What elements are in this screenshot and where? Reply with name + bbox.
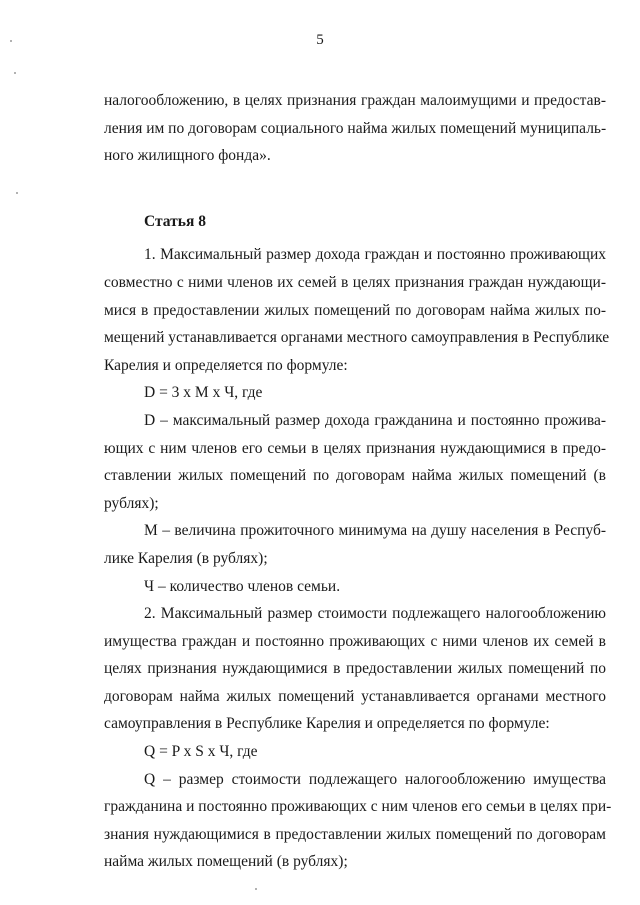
scan-speck (16, 192, 18, 194)
text-line: гражданина и постоянно проживающих с ним членов его семьи в целях при- (104, 798, 612, 816)
text-line: ного жилищного фонда». (104, 147, 271, 165)
text-line: ставлении жилых помещений по договорам найма жилых помещений (в (104, 467, 606, 485)
text-line: ления им по договорам социального найма жилых помещений муниципаль- (104, 119, 607, 137)
text-line: самоуправления в Республике Карелия и определяется по формуле: (104, 715, 550, 733)
formula-line: Q = P x S x Ч, где (144, 743, 258, 761)
text-line: ющих с ним членов его семьи в целях признания нуждающимися в предо- (104, 439, 606, 457)
document-body (104, 87, 612, 876)
text-line: договорам найма жилых помещений устанавливается органами местного (104, 687, 606, 705)
text-line: Карелия и определяется по формуле: (104, 356, 348, 374)
scan-speck (255, 888, 257, 890)
paragraph-start-line: Q – размер стоимости подлежащего налогообложению имущества (144, 770, 606, 788)
article-heading: Статья 8 (144, 212, 206, 230)
formula-line: D = 3 x M x Ч, где (144, 384, 263, 402)
paragraph-start-line: M – величина прожиточного минимума на душу населения в Респуб- (144, 522, 606, 540)
text-line: совместно с ними членов их семей в целях признания граждан нуждающи- (104, 273, 606, 291)
text-line: целях признания нуждающимися в предоставлении жилых помещений по (104, 660, 606, 678)
page-number: 5 (316, 32, 324, 48)
text-line: налогообложению, в целях признания граждан малоимущими и предостав- (104, 92, 606, 109)
text-line: мещений устанавливается органами местного самоуправления в Республике (104, 329, 610, 347)
text-line: лике Карелия (в рублях); (104, 549, 268, 567)
paragraph-start-line: D – максимальный размер дохода гражданина и постоянно прожива- (144, 411, 606, 429)
scan-speck (14, 72, 16, 74)
text-line: имущества граждан и постоянно проживающих с ними членов их семей в (104, 632, 606, 650)
text-line: найма жилых помещений (в рублях); (104, 853, 348, 871)
text-line: мися в предоставлении жилых помещений по договорам найма жилых по- (104, 301, 606, 319)
text-line: знания нуждающимися в предоставлении жилых помещений по договорам (104, 825, 606, 843)
paragraph-start-line: 2. Максимальный размер стоимости подлежащего налогообложению (144, 605, 606, 623)
paragraph-start-line: 1. Максимальный размер дохода граждан и постоянно проживающих (144, 246, 606, 264)
scan-speck (10, 40, 12, 42)
text-line: рублях); (104, 494, 159, 512)
paragraph-start-line: Ч – количество членов семьи. (144, 577, 341, 595)
